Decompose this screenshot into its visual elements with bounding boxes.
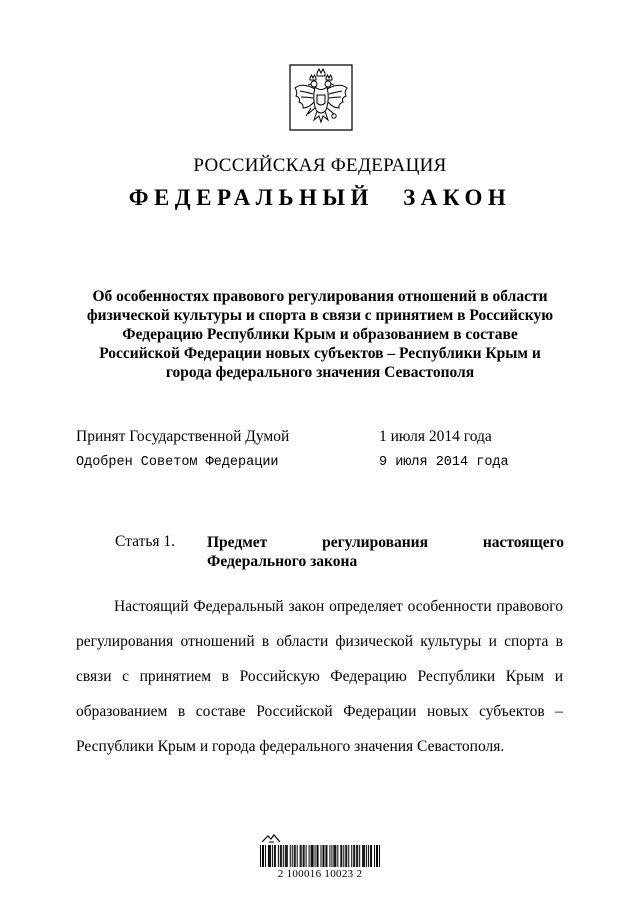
adoption-date: 1 июля 2014 года [379,428,492,445]
law-title: Об особенностях правового регулирования отношений в области физической культуры и спорта в связи с принятием в Российскую Федерацию Республики Крым и образованием в составе Российской Федерации новых субъектов – Республики Крым и города федерального значения Севастополя [86,288,554,381]
article-number: Статья 1. [115,533,176,550]
adoption-label: Принят Государственной Думой [76,428,290,445]
article-text: Настоящий Федеральный закон определяет особенности правового регулирования отношений в области физической культуры и спорта в связи с принятием в Российскую Федерацию Республики Крым и образованием в составе Российской Федерации новых субъектов – Республики Крым и города федерального значения Севастополя. [76,598,563,755]
barcode-icon [260,845,380,867]
adoption-label: Одобрен Советом Федерации [76,455,279,470]
coat-of-arms-icon [288,64,354,136]
registration-mark-icon [260,833,282,843]
article-subject: Предмет регулирования настоящего Федерального закона [207,534,564,570]
document-type: ФЕДЕРАЛЬНЫЙ ЗАКОН [128,185,512,210]
barcode-number: 2 100016 10023 2 [277,868,363,880]
adoption-date: 9 июля 2014 года [379,455,509,470]
barcode-block [250,833,390,883]
country-name: РОССИЙСКАЯ ФЕДЕРАЦИЯ [193,155,447,176]
